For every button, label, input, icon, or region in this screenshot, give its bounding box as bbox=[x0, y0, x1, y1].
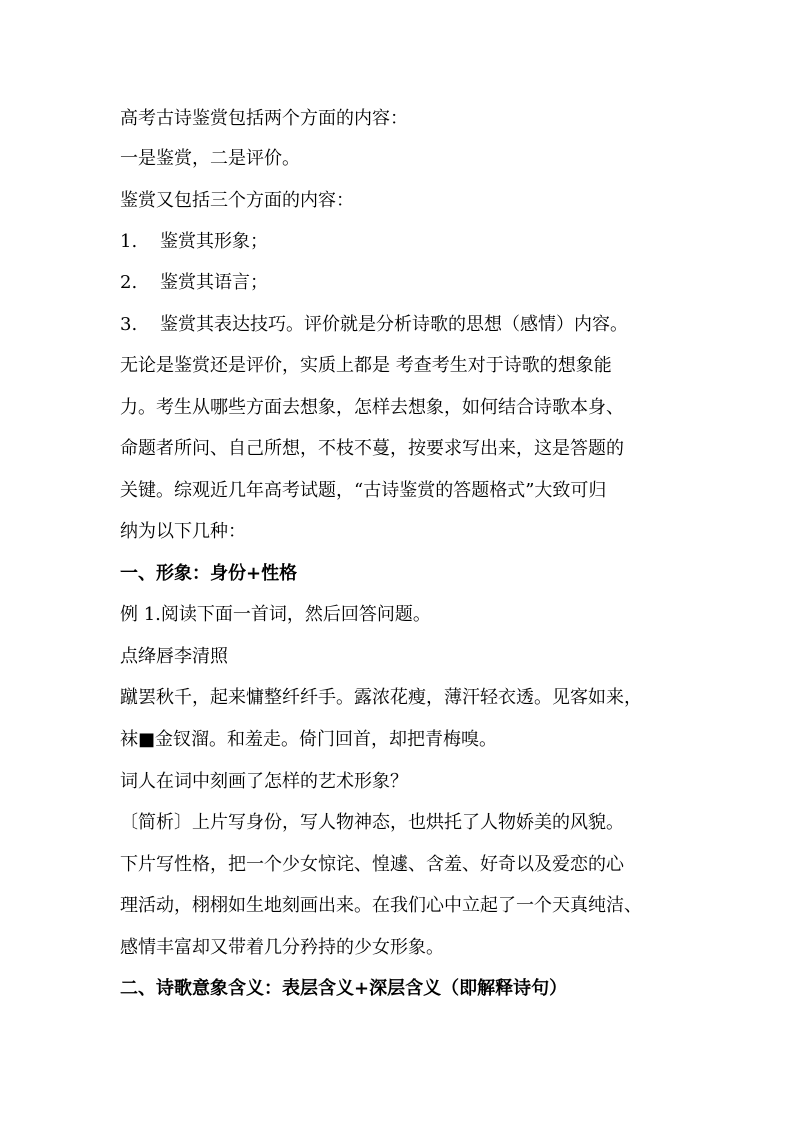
list-item-1 bbox=[120, 230, 268, 254]
paragraph-two-aspects: 一是鉴赏，二是评价。 bbox=[120, 148, 300, 169]
analysis-line: 理活动，栩栩如生地刻画出来。在我们心中立起了一个天真纯洁、 bbox=[120, 895, 642, 916]
list-number-2: 2. bbox=[120, 272, 138, 293]
list-item-2 bbox=[120, 271, 268, 295]
poem-line: 蹴罢秋千，起来慵整纤纤手。露浓花瘦，薄汗轻衣透。见客如来， bbox=[120, 687, 642, 708]
paragraph-line: 命题者所问、自己所想，不枝不蔓，按要求写出来，这是答题的 bbox=[120, 438, 624, 459]
analysis-line: 〔简析〕上片写身份，写人物神态，也烘托了人物娇美的风貌。 bbox=[120, 812, 624, 833]
paragraph-line: 无论是鉴赏还是评价，实质上都是 考查考生对于诗歌的想象能 bbox=[120, 355, 612, 376]
paragraph-line: 纳为以下几种： bbox=[120, 521, 246, 542]
list-number-3: 3. bbox=[120, 314, 138, 335]
paragraph-intro: 高考古诗鉴赏包括两个方面的内容： bbox=[120, 108, 408, 129]
analysis-line: 感情丰富却又带着几分矜持的少女形象。 bbox=[120, 937, 444, 958]
list-text-1: 鉴赏其形象； bbox=[160, 231, 268, 252]
example-prompt: 例 1.阅读下面一首词，然后回答问题。 bbox=[120, 604, 431, 625]
paragraph-line: 关键。综观近几年高考试题，“古诗鉴赏的答题格式”大致可归 bbox=[120, 480, 607, 501]
section-heading-1: 一、形象：身份+性格 bbox=[120, 563, 298, 584]
section-heading-2: 二、诗歌意象含义：表层含义+深层含义（即解释诗句） bbox=[120, 978, 568, 999]
list-text-2: 鉴赏其语言； bbox=[160, 272, 268, 293]
paragraph-line: 力。考生从哪些方面去想象，怎样去想象，如何结合诗歌本身、 bbox=[120, 397, 624, 418]
list-item-3 bbox=[120, 313, 628, 337]
analysis-line: 下片写性格，把一个少女惊诧、惶遽、含羞、好奇以及爱恋的心 bbox=[120, 854, 624, 875]
list-number-1: 1. bbox=[120, 231, 138, 252]
list-text-3: 鉴赏其表达技巧。评价就是分析诗歌的思想（感情）内容。 bbox=[160, 314, 628, 335]
question: 词人在词中刻画了怎样的艺术形象？ bbox=[120, 771, 408, 792]
paragraph-three-aspects: 鉴赏又包括三个方面的内容： bbox=[120, 190, 354, 211]
poem-title: 点绛唇李清照 bbox=[120, 646, 228, 667]
poem-line: 袜■金钗溜。和羞走。倚门回首，却把青梅嗅。 bbox=[120, 729, 498, 750]
